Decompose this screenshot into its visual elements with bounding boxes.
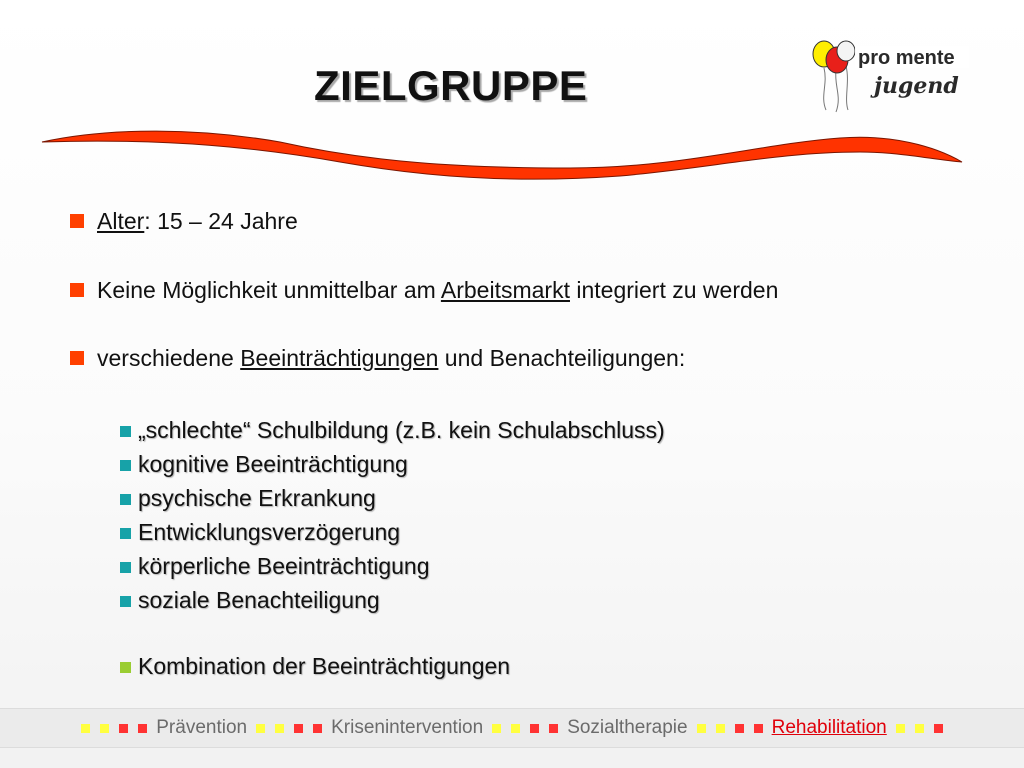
list-item: soziale Benachteiligung [120,583,665,617]
yellow-square-icon [81,724,90,733]
yellow-square-icon [915,724,924,733]
svg-text:pro mente: pro mente [858,47,955,69]
svg-text:jugend: jugend [874,73,959,99]
teal-square-icon [120,562,131,573]
page-title: ZIELGRUPPE [314,62,588,109]
teal-square-icon [120,426,131,437]
bullet-square [70,283,84,297]
impairments-link[interactable]: Beeinträchtigungen [240,345,439,371]
footer-nav [0,708,1024,748]
green-square-icon [120,662,131,673]
footer-item-praevention: Prävention [156,717,248,738]
list-item: körperliche Beeinträchtigung [120,549,665,583]
combination-item: Kombination der Beeinträchtigungen [120,649,510,683]
age-link[interactable]: Alter [97,208,145,234]
bullet-square [70,214,84,228]
impairment-list [120,413,665,617]
yellow-square-icon [511,724,520,733]
red-square-icon [934,724,943,733]
footer-link-rehabilitation[interactable]: Rehabilitation [771,717,887,738]
teal-square-icon [120,596,131,607]
yellow-square-icon [275,724,284,733]
labor-market-link[interactable]: Arbeitsmarkt [440,277,570,303]
footer-item-sozialtherapie: Sozialtherapie [567,717,688,738]
bullet-impairments: verschiedene Beeinträchtigungen und Benachteiligungen: [70,344,685,372]
teal-square-icon [120,528,131,539]
list-item: Entwicklungsverzögerung [120,515,665,549]
list-item: „schlechte“ Schulbildung (z.B. kein Schulabschluss) [120,413,665,447]
yellow-square-icon [716,724,725,733]
yellow-square-icon [896,724,905,733]
red-swoosh-divider [40,128,965,186]
red-square-icon [138,724,147,733]
bullet-age: Alter: 15 – 24 Jahre [70,207,298,235]
list-item: psychische Erkrankung [120,481,665,515]
yellow-square-icon [492,724,501,733]
red-square-icon [313,724,322,733]
pro-mente-jugend-logo [806,38,976,116]
teal-square-icon [120,460,131,471]
yellow-square-icon [256,724,265,733]
teal-square-icon [120,494,131,505]
list-item: kognitive Beeinträchtigung [120,447,665,481]
yellow-square-icon [100,724,109,733]
red-square-icon [549,724,558,733]
balloon-icon [813,41,855,112]
red-square-icon [294,724,303,733]
bullet-labor-market: Keine Möglichkeit unmittelbar am Arbeitsmarkt integriert zu werden [70,276,778,304]
red-square-icon [119,724,128,733]
red-square-icon [735,724,744,733]
yellow-square-icon [697,724,706,733]
red-square-icon [754,724,763,733]
bullet-square [70,351,84,365]
red-square-icon [530,724,539,733]
footer-item-krisenintervention: Krisenintervention [331,717,484,738]
